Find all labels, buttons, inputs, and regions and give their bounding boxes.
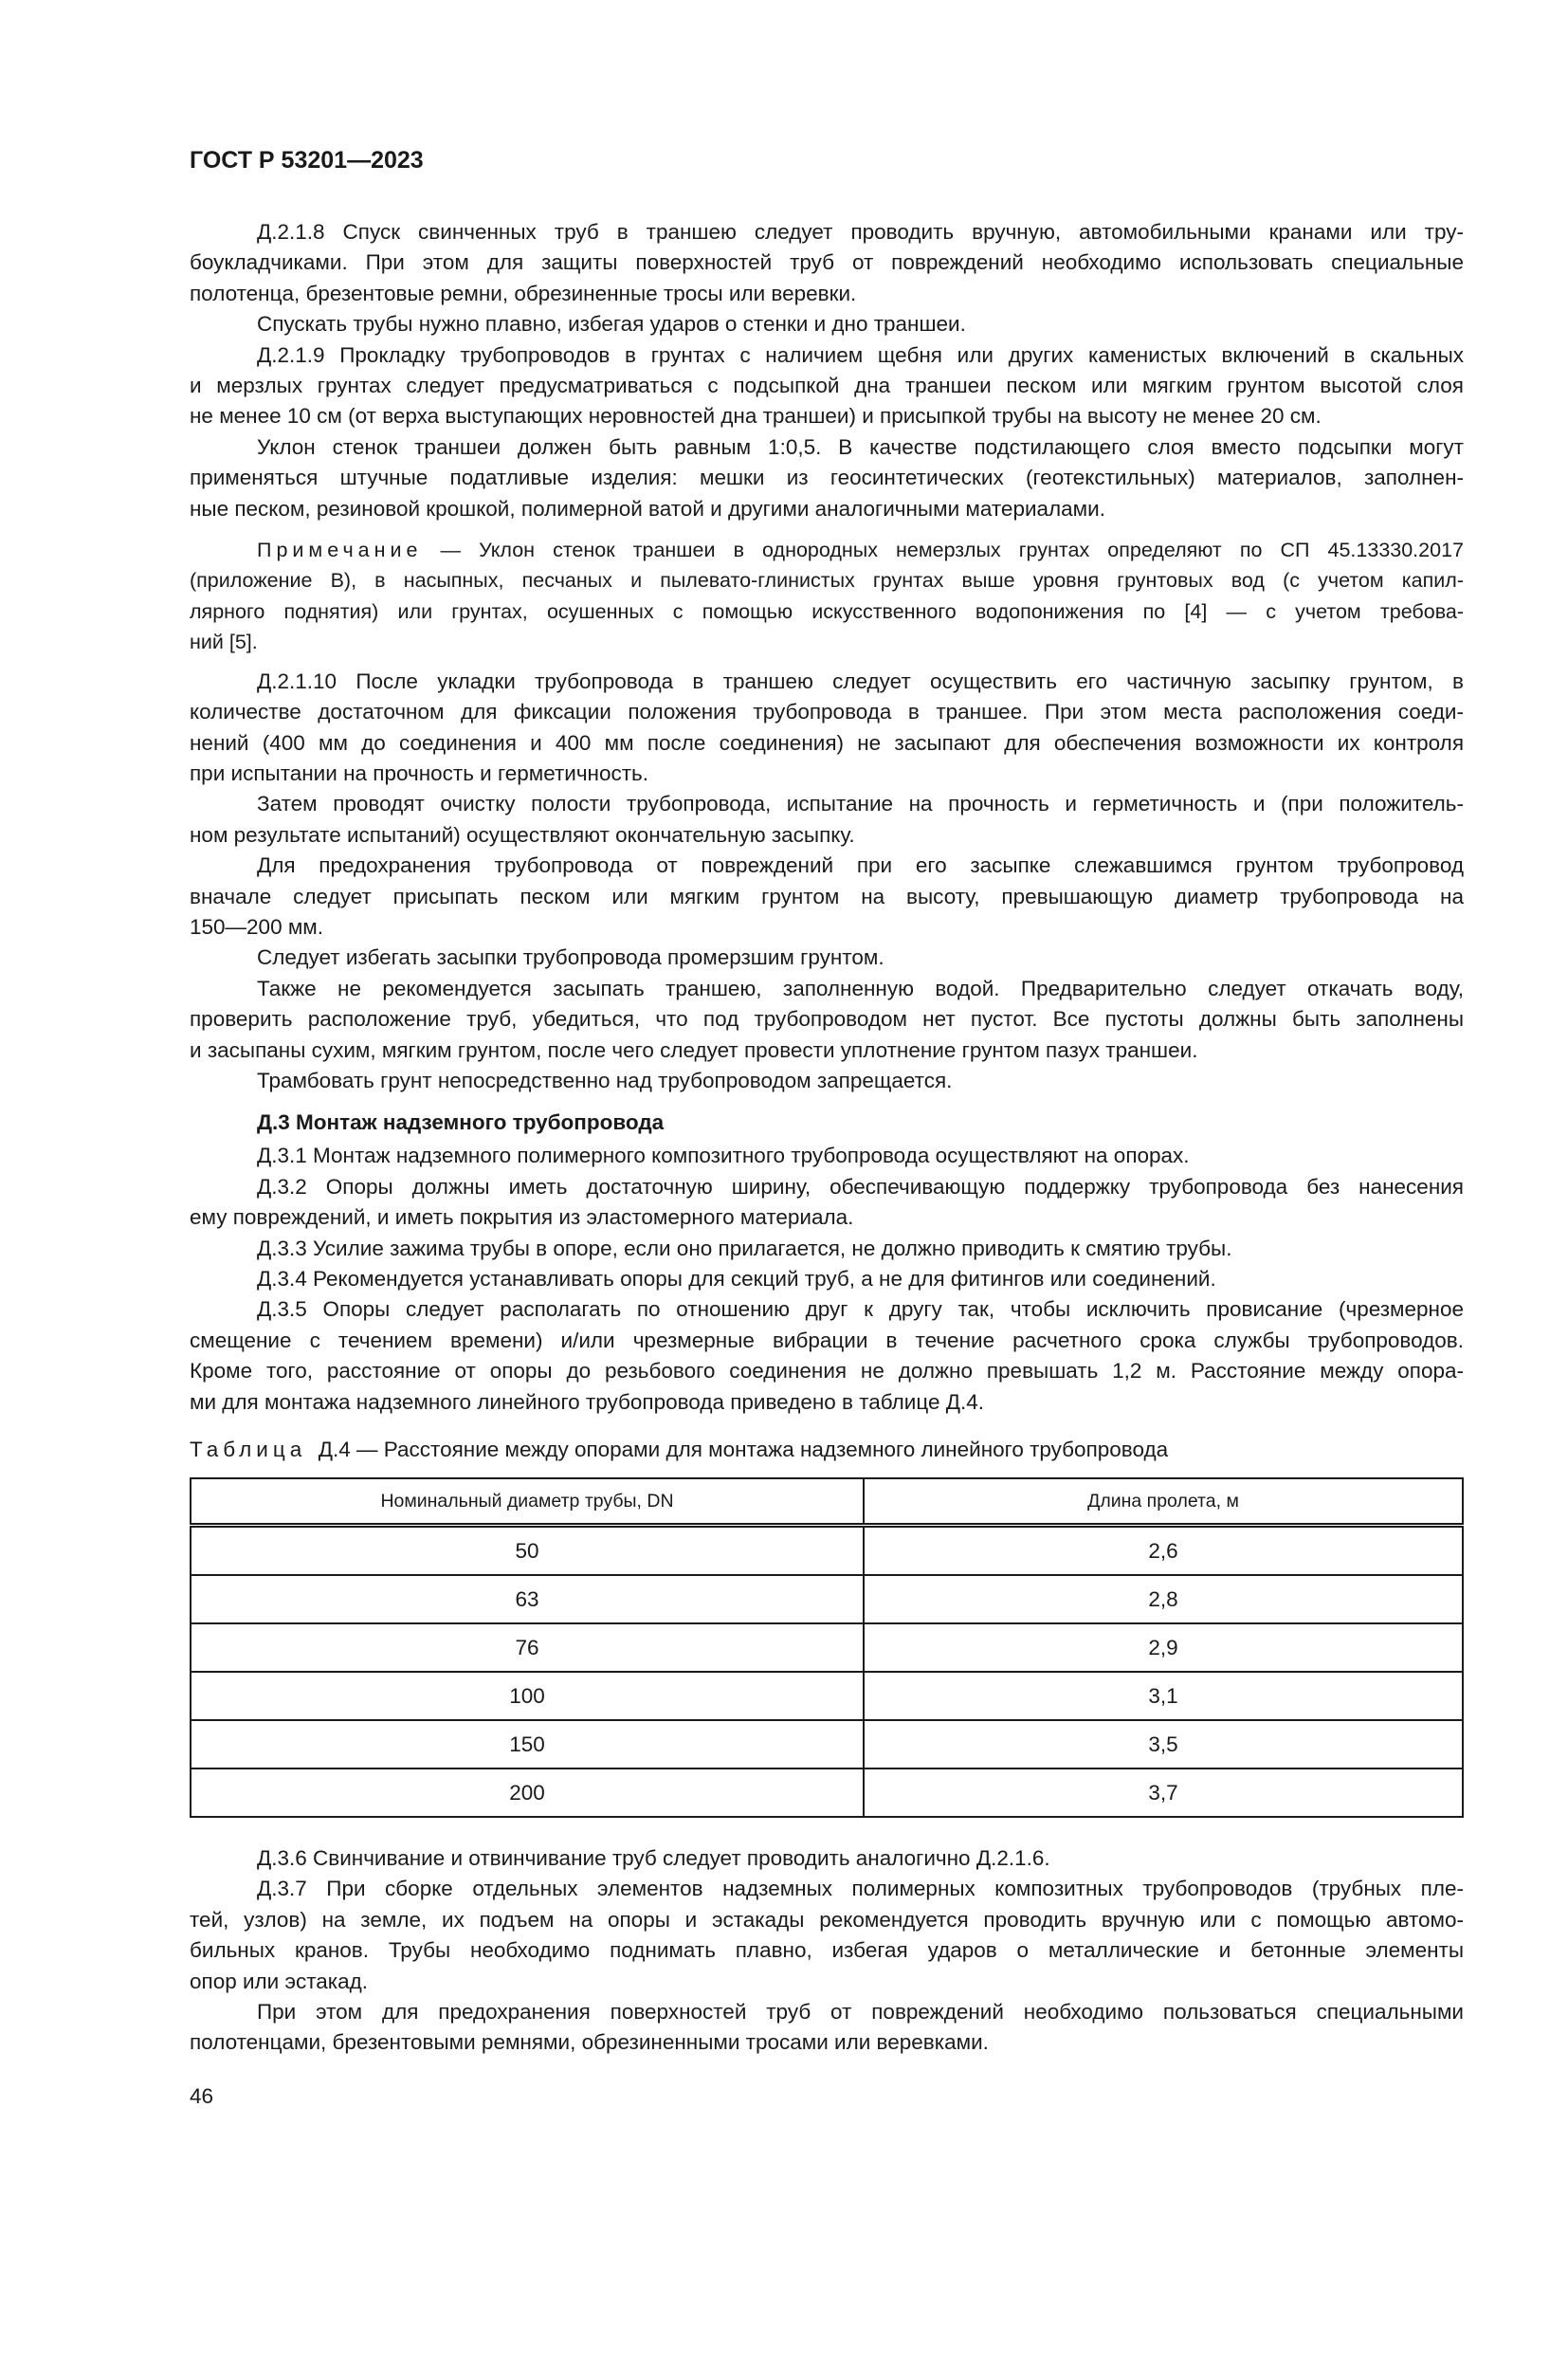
paragraph [190, 309, 1464, 339]
note-line: лярного поднятия) или грунтах, осушенных с помощью искусственного водопонижения по [4] — с учетом требова- [190, 599, 1464, 623]
column-header-diameter: Номинальный диаметр трубы, DN [191, 1478, 864, 1526]
cell-span: 2,6 [864, 1526, 1463, 1576]
text-line: бильных кранов. Трубы необходимо поднимать плавно, избегая ударов о металлические и бетонные элементы [190, 1938, 1464, 1963]
note-line: (приложение В), в насыпных, песчаных и пылевато-глинистых грунтах выше уровня грунтовых вод (с учетом капил- [190, 569, 1464, 593]
text-line: ему повреждений, и иметь покрытия из эластомерного материала. [190, 1205, 854, 1230]
paragraph [190, 1141, 1464, 1171]
table-row [191, 1768, 1463, 1817]
text-line: Д.3.3 Усилие зажима трубы в опоре, если оно прилагается, не должно приводить к смятию трубы. [257, 1236, 1232, 1260]
table-row [191, 1720, 1463, 1768]
paragraph [190, 789, 1464, 851]
paragraph [190, 1294, 1464, 1418]
paragraph [190, 1066, 1464, 1096]
paragraph [190, 1172, 1464, 1234]
text-line: Д.2.1.10 После укладки трубопровода в траншею следует осуществить его частичную засыпку грунтом, в [257, 669, 1464, 693]
text-line: Также не рекомендуется засыпать траншею, заполненную водой. Предварительно следует откачать воду, [257, 976, 1464, 1000]
text-line: количестве достаточном для фиксации положения трубопровода в траншее. При этом места расположения соеди- [190, 700, 1464, 724]
text-line: 150—200 мм. [190, 914, 324, 939]
cell-span: 3,7 [864, 1768, 1463, 1817]
text-line: Затем проводят очистку полости трубопровода, испытание на прочность и герметичность и (при положитель- [257, 792, 1464, 816]
text-line: Кроме того, расстояние от опоры до резьбового соединения не должно превышать 1,2 м. Расстояние между опора- [190, 1359, 1464, 1384]
paragraph [190, 1264, 1464, 1294]
text-line: Д.2.1.8 Спуск свинченных труб в траншею следует проводить вручную, автомобильными кранами или тру- [257, 220, 1464, 244]
text-line: Д.2.1.9 Прокладку трубопроводов в грунтах с наличием щебня или других каменистых включений в скальных [257, 342, 1464, 367]
text-line: применяться штучные податливые изделия: мешки из геосинтетических (геотекстильных) материалов, заполнен- [190, 466, 1464, 490]
table-caption-text: Д.4 — Расстояние между опорами для монтажа надземного линейного трубопровода [318, 1438, 1169, 1462]
section-d218-d219 [190, 217, 1464, 524]
text-line: тей, узлов) на земле, их подъем на опоры и эстакады рекомендуется проводить вручную или с помощью автомо- [190, 1907, 1464, 1932]
table-header-row [191, 1478, 1463, 1526]
cell-diameter: 76 [191, 1623, 864, 1672]
paragraph [190, 667, 1464, 790]
text-line: и засыпаны сухим, мягким грунтом, после чего следует провести уплотнение грунтом пазух траншеи. [190, 1037, 1198, 1062]
cell-span: 2,9 [864, 1623, 1463, 1672]
paragraph [190, 1997, 1464, 2059]
cell-span: 3,5 [864, 1720, 1463, 1768]
text-line: Спускать трубы нужно плавно, избегая ударов о стенки и дно траншеи. [257, 312, 966, 337]
text-line: полотенца, брезентовые ремни, обрезиненные тросы или веревки. [190, 281, 857, 305]
text-line: Д.3.1 Монтаж надземного полимерного композитного трубопровода осуществляют на опорах. [257, 1144, 1190, 1168]
table-row [191, 1623, 1463, 1672]
text-line: Д.3.7 При сборке отдельных элементов надземных полимерных композитных трубопроводов (трубных пле- [257, 1877, 1464, 1901]
paragraph [190, 340, 1464, 432]
paragraph [190, 217, 1464, 309]
text-line: нений (400 мм до соединения и 400 мм после соединения) не засыпают для обеспечения возможности их контроля [190, 730, 1464, 755]
cell-diameter: 63 [191, 1575, 864, 1623]
table-caption [190, 1436, 1464, 1464]
note-block [190, 535, 1464, 658]
paragraph [190, 1874, 1464, 1997]
text-line: боукладчиками. При этом для защиты поверхностей труб от повреждений необходимо использовать специальные [190, 250, 1464, 275]
text-line: полотенцами, брезентовыми ремнями, обрезиненными тросами или веревками. [190, 2030, 989, 2055]
text-line: смещение с течением времени) и/или чрезмерные вибрации в течение расчетного срока службы трубопроводов. [190, 1328, 1464, 1352]
text-line: Д.3.2 Опоры должны иметь достаточную ширину, обеспечивающую поддержку трубопровода без нанесения [257, 1174, 1464, 1199]
section-d3 [190, 1141, 1464, 1418]
note-text: — Уклон стенок траншеи в однородных немерзлых грунтах определяют по СП 45.13330.2017 [440, 539, 1464, 562]
section-heading: Д.3 Монтаж надземного трубопровода [257, 1110, 665, 1135]
column-header-span: Длина пролета, м [864, 1478, 1463, 1526]
cell-span: 2,8 [864, 1575, 1463, 1623]
text-line: Уклон стенок траншеи должен быть равным 1:0,5. В качестве подстилающего слоя вместо подсыпки могут [257, 434, 1464, 459]
text-line: ные песком, резиновой крошкой, полимерной ватой и другими аналогичными материалами. [190, 496, 1105, 521]
text-line: вначале следует присыпать песком или мягким грунтом на высоту, превышающую диаметр трубопровода на [190, 884, 1464, 908]
note-line: ний [5]. [190, 631, 258, 654]
paragraph [190, 432, 1464, 524]
cell-diameter: 150 [191, 1720, 864, 1768]
cell-span: 3,1 [864, 1672, 1463, 1720]
section-d2110 [190, 667, 1464, 1097]
text-line: при испытании на прочность и герметичность. [190, 761, 649, 785]
text-line: Трамбовать грунт непосредственно над трубопроводом запрещается. [257, 1068, 953, 1092]
text-line: не менее 10 см (от верха выступающих неровностей дна траншеи) и присыпкой трубы на высоту не менее 20 см. [190, 404, 1322, 429]
text-line: проверить расположение труб, убедиться, что под трубопроводом нет пустот. Все пустоты должны быть заполнены [190, 1007, 1464, 1032]
text-line: и мерзлых грунтах следует предусматриваться с подсыпкой дна траншеи песком или мягким грунтом высотой слоя [190, 374, 1464, 398]
text-line: опор или эстакад. [190, 1969, 369, 1993]
text-line: ми для монтажа надземного линейного трубопровода приведено в таблице Д.4. [190, 1389, 985, 1414]
paragraph [190, 943, 1464, 973]
note-line [190, 535, 1464, 565]
table-row [191, 1575, 1463, 1623]
paragraph [190, 1234, 1464, 1264]
text-line: При этом для предохранения поверхностей труб от повреждений необходимо пользоваться специальными [257, 2000, 1464, 2025]
text-line: ном результате испытаний) осуществляют окончательную засыпку. [190, 822, 855, 847]
page-number: 46 [190, 2083, 214, 2108]
text-line: Д.3.4 Рекомендуется устанавливать опоры для секций труб, а не для фитингов или соединений. [257, 1267, 1216, 1291]
document-page [0, 146, 1464, 2111]
cell-diameter: 50 [191, 1526, 864, 1576]
table-caption-label: Таблица [190, 1438, 307, 1462]
text-line: Д.3.5 Опоры следует располагать по отношению друг к другу так, чтобы исключить провисание (чрезмерное [257, 1297, 1464, 1322]
text-line: Следует избегать засыпки трубопровода промерзшим грунтом. [257, 945, 884, 970]
cell-diameter: 100 [191, 1672, 864, 1720]
table-row [191, 1526, 1463, 1576]
text-line: Для предохранения трубопровода от повреждений при его засыпке слежавшимся грунтом трубопровод [257, 853, 1464, 878]
support-spacing-table [190, 1477, 1464, 1818]
table-row [191, 1672, 1463, 1720]
document-header: ГОСТ Р 53201—2023 [190, 147, 424, 174]
paragraph [190, 851, 1464, 943]
cell-diameter: 200 [191, 1768, 864, 1817]
text-line: Д.3.6 Свинчивание и отвинчивание труб следует проводить аналогично Д.2.1.6. [257, 1846, 1050, 1871]
section-d36-d37 [190, 1843, 1464, 2059]
paragraph [190, 974, 1464, 1066]
note-label: Примечание [257, 539, 423, 562]
paragraph [190, 1843, 1464, 1874]
